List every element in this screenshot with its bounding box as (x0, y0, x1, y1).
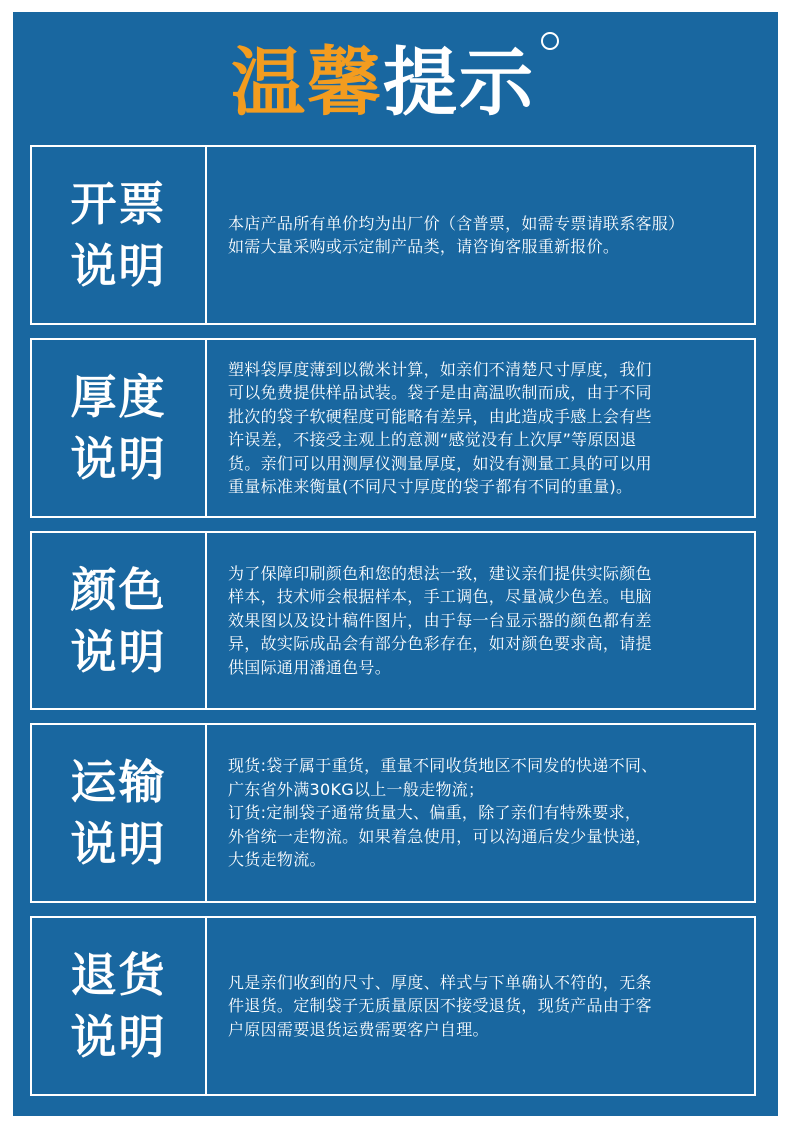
section-label (32, 725, 207, 901)
degree-ring-icon (541, 32, 559, 50)
section-label-line2: 说明 (70, 432, 167, 486)
section-invoice (30, 145, 756, 325)
section-label-line2: 说明 (70, 624, 167, 679)
section-text (228, 147, 736, 323)
section-text-body: 塑料袋厚度薄到以微米计算，如亲们不清楚尺寸厚度，我们 可以免费提供样品试装。袋子是由高温吹制而成，由于不同 批次的袋子软硬程度可能略有差异，由此造成手感上会有些 许误差，不接受主观上的意测“感觉没有上次厚”等原因退 货。亲们可以用测厚仪测量厚度，如没有测量工具的可以用 重量标准来衡量(不同尺寸厚度的袋子都有不同的重量)。 (228, 359, 652, 496)
section-label (32, 918, 207, 1094)
section-label-line1: 运输 (70, 755, 167, 809)
section-text (228, 533, 736, 708)
section-thickness (30, 338, 756, 518)
section-color (30, 531, 756, 710)
section-text-body: 凡是亲们收到的尺寸、厚度、样式与下单确认不符的，无条 件退货。定制袋子无质量原因不接受退货，现货产品由于客 户原因需要退货运费需要客户自理。 (228, 972, 652, 1039)
section-label (32, 533, 207, 708)
section-return (30, 916, 756, 1096)
section-label-line1: 开票 (70, 177, 167, 231)
title-warm: 温馨 (231, 40, 383, 126)
section-text-body: 现货:袋子属于重货，重量不同收货地区不同发的快递不同、 广东省外满30KG以上一般走物流； 订货:定制袋子通常货量大、偏重，除了亲们有特殊要求， 外省统一走物流。如果着急使用，可以沟通后发少量快递， 大货走物流。 (228, 756, 658, 870)
section-text-body: 为了保障印刷颜色和您的想法一致，建议亲们提供实际颜色 样本，技术师会根据样本，手工调色，尽量减少色差。电脑 效果图以及设计稿件图片，由于每一台显示器的颜色都有差 异，故实际成品会有部分色彩存在，如对颜色要求高，请提 供国际通用潘通色号。 (228, 563, 652, 677)
section-text (228, 725, 736, 901)
section-label (32, 340, 207, 516)
section-label-line2: 说明 (70, 239, 167, 293)
section-label-line1: 厚度 (70, 370, 167, 424)
section-label (32, 147, 207, 323)
section-label-line1: 颜色 (70, 562, 167, 617)
section-text (228, 918, 736, 1094)
section-label-line2: 说明 (70, 817, 167, 871)
title-hint: 提示 (383, 40, 535, 126)
section-shipping (30, 723, 756, 903)
section-text-body: 本店产品所有单价均为出厂价（含普票，如需专票请联系客服） 如需大量采购或示定制产品类，请咨询客服重新报价。 (228, 213, 685, 256)
section-text (228, 340, 736, 516)
section-label-line1: 退货 (70, 948, 167, 1002)
section-label-line2: 说明 (70, 1010, 167, 1064)
page-title (0, 38, 790, 128)
